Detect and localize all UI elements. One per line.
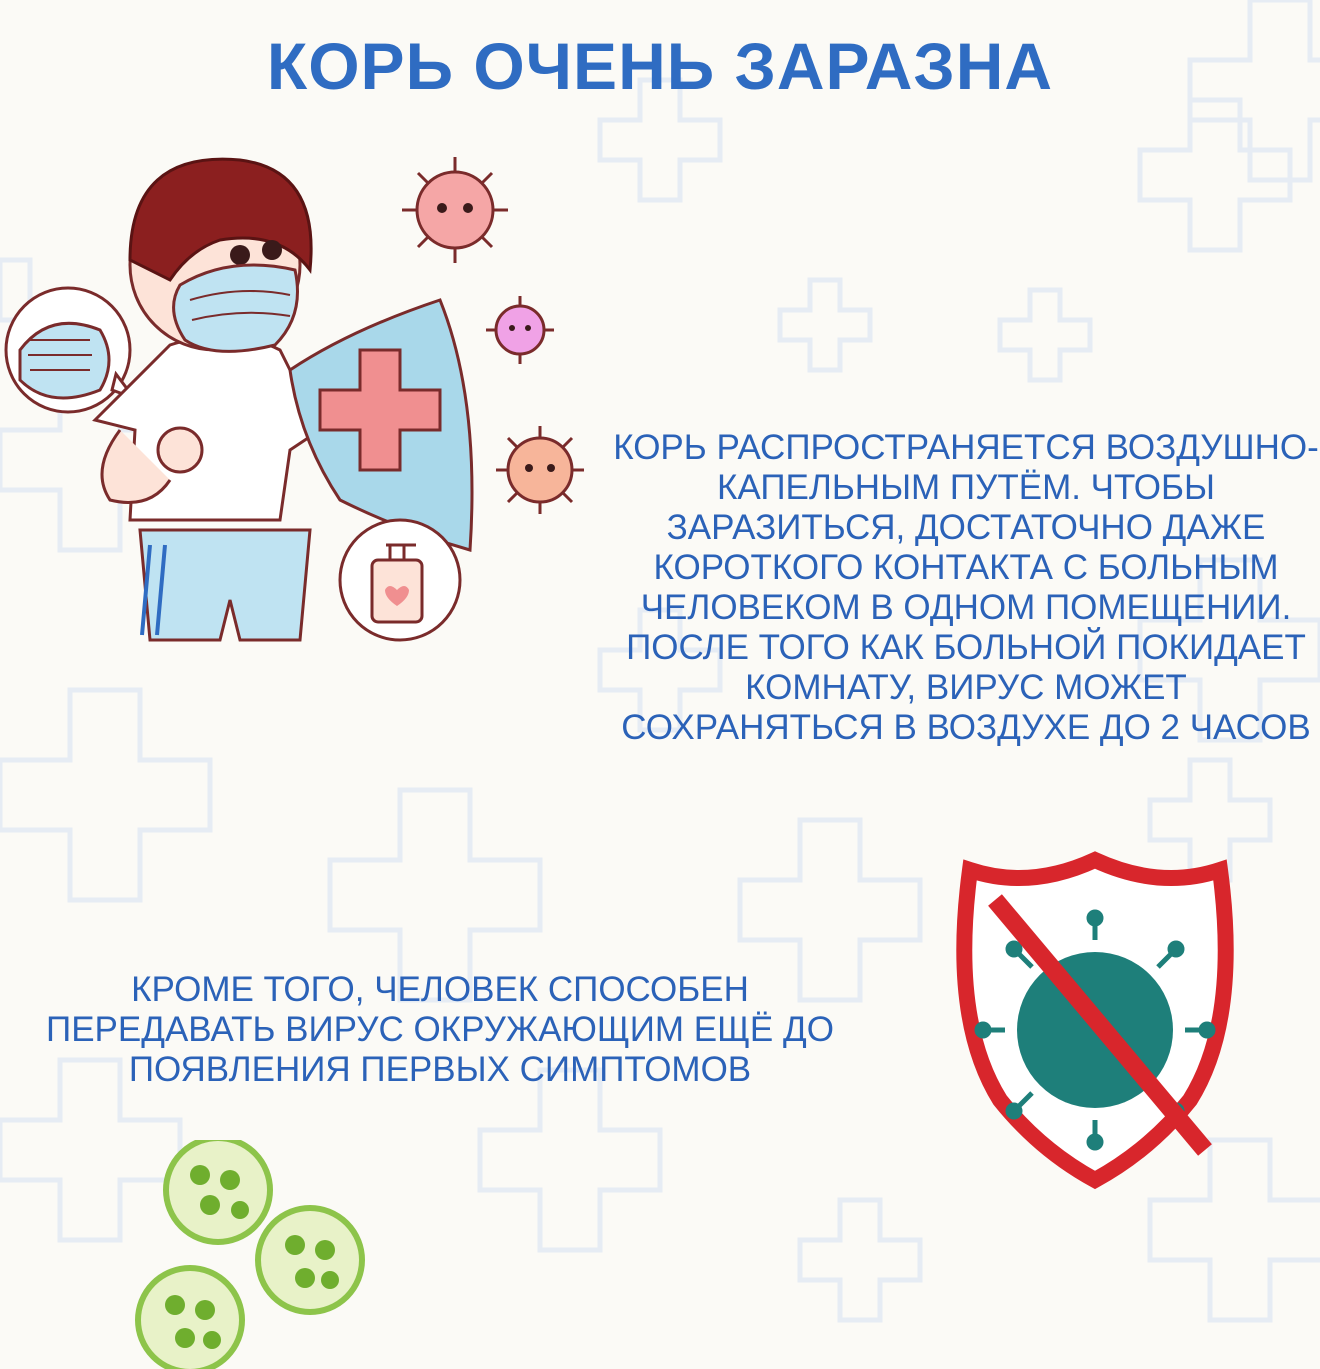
paragraph-transmission: КОРЬ РАСПРОСТРАНЯЕТСЯ ВОЗДУШНО-КАПЕЛЬНЫМ ПУТЁМ. ЧТОБЫ ЗАРАЗИТЬСЯ, ДОСТАТОЧНО ДАЖЕ КОРОТКОГО КОНТАКТА С БОЛЬНЫМ ЧЕЛОВЕКОМ В ОДНОМ ПОМЕЩЕНИИ. ПОСЛЕ ТОГО КАК БОЛЬНОЙ ПОКИДАЕТ КОМНАТУ, ВИРУС МОЖЕТ СОХРАНЯТЬСЯ В ВОЗДУХЕ ДО 2 ЧАСОВ — [613, 428, 1319, 747]
hand-sanitizer-icon — [340, 520, 460, 640]
page-title: КОРЬ ОЧЕНЬ ЗАРАЗНА — [266, 29, 1054, 103]
child-with-mask-and-shield-icon — [0, 150, 610, 660]
face-mask-icon — [6, 288, 134, 412]
angry-virus-icon — [402, 157, 508, 263]
paragraph-presymptomatic: КРОМЕ ТОГО, ЧЕЛОВЕК СПОСОБЕН ПЕРЕДАВАТЬ ВИРУС ОКРУЖАЮЩИМ ЕЩЁ ДО ПОЯВЛЕНИЯ ПЕРВЫХ СИМПТОМОВ — [46, 970, 834, 1089]
bacteria-cells-icon — [130, 1140, 370, 1369]
no-virus-shield-icon — [940, 850, 1250, 1190]
